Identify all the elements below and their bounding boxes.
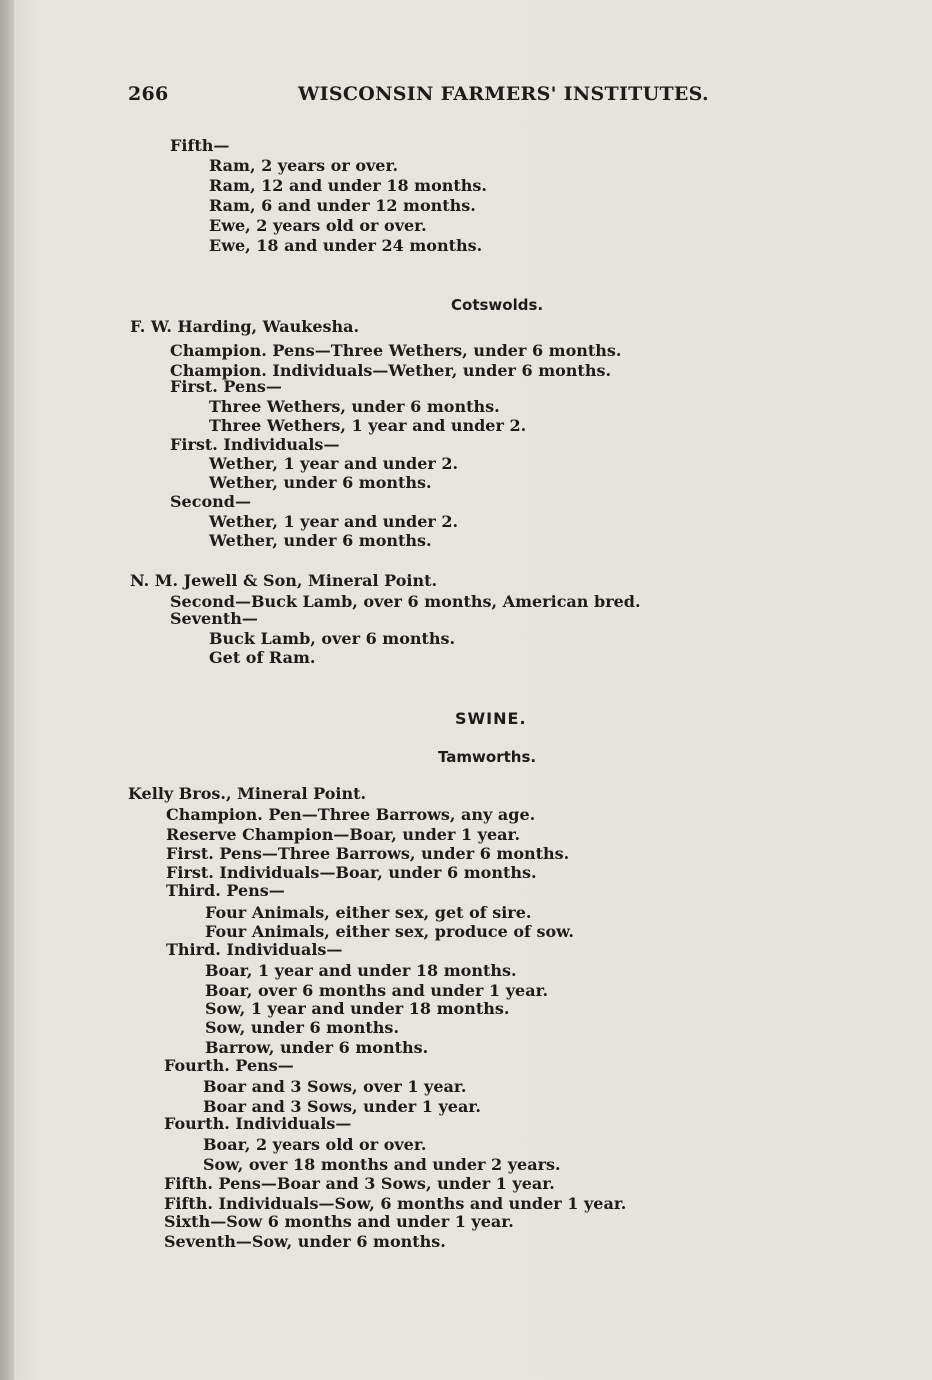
entry-line: Sixth—Sow 6 months and under 1 year. <box>164 1212 514 1231</box>
breed-heading: Tamworths. <box>438 748 537 766</box>
entry-line: Sow, under 6 months. <box>205 1018 400 1037</box>
exhibitor-name: F. W. Harding, Waukesha. <box>130 317 360 336</box>
entry-line: Boar, over 6 months and under 1 year. <box>205 981 549 1000</box>
exhibitor-name: Kelly Bros., Mineral Point. <box>128 784 367 803</box>
entry-line: Reserve Champion—Boar, under 1 year. <box>166 825 521 844</box>
placing-heading: Second— <box>170 492 251 511</box>
section-heading: SWINE. <box>455 709 527 728</box>
entry-line: Get of Ram. <box>209 648 316 667</box>
book-binding <box>0 0 14 1380</box>
breed-heading: Cotswolds. <box>451 296 544 314</box>
entry-line: Three Wethers, 1 year and under 2. <box>209 416 527 435</box>
entry-line: First. Pens—Three Barrows, under 6 months. <box>166 844 570 863</box>
entry-line: Wether, under 6 months. <box>209 473 432 492</box>
entry-line: Wether, 1 year and under 2. <box>209 454 459 473</box>
entry-line: Wether, under 6 months. <box>209 531 432 550</box>
entry-line: Ram, 6 and under 12 months. <box>209 196 476 215</box>
entry-line: Buck Lamb, over 6 months. <box>209 629 456 648</box>
entry-line: Second—Buck Lamb, over 6 months, American bred. <box>170 592 641 611</box>
entry-line: Sow, over 18 months and under 2 years. <box>203 1155 561 1174</box>
placing-heading: First. Pens— <box>170 377 282 396</box>
entry-line: Four Animals, either sex, get of sire. <box>205 903 532 922</box>
placing-heading: Fifth— <box>170 136 230 155</box>
entry-line: Boar, 1 year and under 18 months. <box>205 961 517 980</box>
entry-line: Sow, 1 year and under 18 months. <box>205 999 510 1018</box>
placing-heading: Fourth. Pens— <box>164 1056 294 1075</box>
placing-heading: Fourth. Individuals— <box>164 1114 352 1133</box>
entry-line: Four Animals, either sex, produce of sow. <box>205 922 574 941</box>
page-number: 266 <box>128 83 169 105</box>
entry-line: Fifth. Individuals—Sow, 6 months and under 1 year. <box>164 1194 627 1213</box>
entry-line: Champion. Individuals—Wether, under 6 months. <box>170 361 612 380</box>
entry-line: Boar, 2 years old or over. <box>203 1135 427 1154</box>
entry-line: First. Individuals—Boar, under 6 months. <box>166 863 537 882</box>
entry-line: Wether, 1 year and under 2. <box>209 512 459 531</box>
entry-line: Champion. Pen—Three Barrows, any age. <box>166 805 536 824</box>
entry-line: Boar and 3 Sows, under 1 year. <box>203 1097 481 1116</box>
entry-line: Ewe, 18 and under 24 months. <box>209 236 483 255</box>
exhibitor-name: N. M. Jewell & Son, Mineral Point. <box>130 571 438 590</box>
placing-heading: Third. Individuals— <box>166 940 343 959</box>
entry-line: Ram, 12 and under 18 months. <box>209 176 487 195</box>
entry-line: Barrow, under 6 months. <box>205 1038 429 1057</box>
entry-line: Ram, 2 years or over. <box>209 156 399 175</box>
entry-line: Seventh—Sow, under 6 months. <box>164 1232 446 1251</box>
entry-line: Three Wethers, under 6 months. <box>209 397 500 416</box>
entry-line: Ewe, 2 years old or over. <box>209 216 427 235</box>
entry-line: Boar and 3 Sows, over 1 year. <box>203 1077 467 1096</box>
placing-heading: First. Individuals— <box>170 435 340 454</box>
page-header <box>128 83 728 105</box>
running-title: WISCONSIN FARMERS' INSTITUTES. <box>298 83 709 105</box>
entry-line: Fifth. Pens—Boar and 3 Sows, under 1 year. <box>164 1174 555 1193</box>
entry-line: Champion. Pens—Three Wethers, under 6 months. <box>170 341 622 360</box>
placing-heading: Seventh— <box>170 609 258 628</box>
placing-heading: Third. Pens— <box>166 881 285 900</box>
